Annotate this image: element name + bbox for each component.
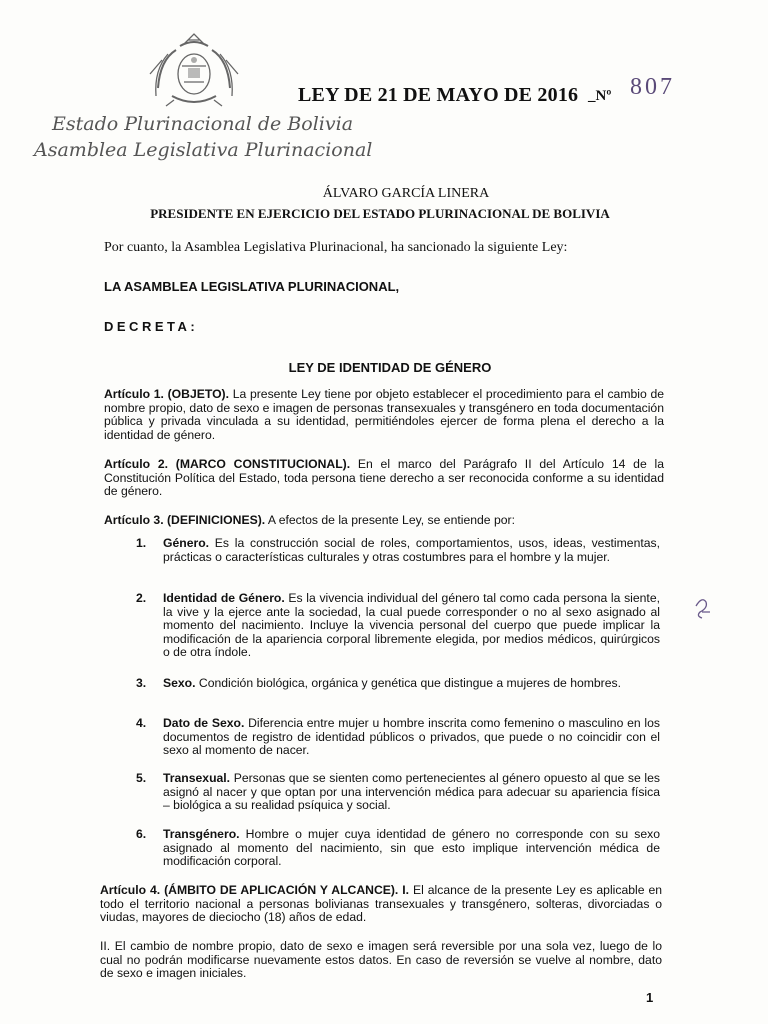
definition-item [136,537,660,564]
decreta-heading: DECRETA: [104,319,199,334]
article-1 [104,388,664,442]
article-4-heading: Artículo 4. (ÁMBITO DE APLICACIÓN Y ALCANCE). I. [100,883,410,897]
article-3 [104,514,664,528]
definition-term: Sexo. [163,676,196,690]
article-4 [100,884,662,925]
definition-text: Es la vivencia individual del género tal como cada persona la siente, la vive y la ejerce ante la sociedad, la cual puede corresponder o no al sexo asignado al momento del nacimiento. Incluye la vivencia personal del cuerpo que puede implicar la modificación de la apariencia corporal libremente elegida, por medios médicos, quirúrgicos o de otra índole. [163,591,660,660]
definition-term: Género. [163,536,210,550]
article-2-heading: Artículo 2. (MARCO CONSTITUCIONAL). [104,457,351,471]
definition-number: 5. [136,771,147,785]
page-number: 1 [646,990,654,1005]
definition-item [136,772,660,813]
institution-asamblea: Asamblea Legislativa Plurinacional [34,139,373,161]
article-4-text: El alcance de la presente Ley es aplicable en todo el territorio nacional a personas bolivianas transexuales y transgénero, solteras, divorciadas o viudas, mayores de dieciocho (18) años de edad. [100,883,663,925]
article-2 [104,458,664,499]
article-1-text: La presente Ley tiene por objeto establecer el procedimiento para el cambio de nombre propio, dato de sexo e imagen de personas transexuales y transgénero en toda documentación pública y privada vinculada a su identidad, permitiéndoles ejercer de forma plena el derecho a la identidad de género. [104,387,664,442]
definition-number: 2. [136,591,147,605]
definition-term: Transgénero. [163,827,240,841]
definition-text: Es la construcción social de roles, comportamientos, usos, ideas, vestimentas, prácticas o características culturales y otras costumbres para el hombre y la mujer. [163,536,660,564]
law-name-heading: LEY DE IDENTIDAD DE GÉNERO [288,360,492,375]
asamblea-heading: LA ASAMBLEA LEGISLATIVA PLURINACIONAL, [104,279,400,294]
article-3-heading: Artículo 3. (DEFINICIONES). [104,513,266,527]
institution-estado: Estado Plurinacional de Bolivia [52,113,354,135]
definition-item [136,717,660,758]
article-4-paragraph-ii: II. El cambio de nombre propio, dato de sexo e imagen será reversible por una sola vez, luego de lo cual no podrán modificarse nuevamente estos datos. En caso de reversión se vuelve al nombre, dato de sexo e imagen iniciales. [100,939,662,981]
definition-term: Dato de Sexo. [163,716,245,730]
definition-item [136,828,660,869]
definition-text: Condición biológica, orgánica y genética que distingue a mujeres de hombres. [195,676,621,690]
law-title: LEY DE 21 DE MAYO DE 2016 [298,84,579,106]
definition-number: 3. [136,676,147,690]
definition-term: Identidad de Género. [163,591,285,605]
article-1-heading: Artículo 1. (OBJETO). [104,387,230,401]
law-number-label: _Nº [588,88,612,104]
definition-item [136,677,660,691]
definition-text: Diferencia entre mujer u hombre inscrita como femenino o masculino en los documentos de registro de identidad públicos o privados, que puede o no coincidir con el sexo al momento de nacer. [163,716,660,758]
definition-item [136,592,660,660]
law-number-stamp: 807 [630,74,675,100]
article-3-text: A efectos de la presente Ley, se entiende por: [265,513,515,527]
handwritten-initial-mark [692,592,714,622]
definition-text: Personas que se sienten como pertenecientes al género opuesto al que se les asignó al nacer y que optan por una intervención médica para adecuar su apariencia física – biológica a su realidad psíquica y social. [163,771,660,813]
por-cuanto-text: Por cuanto, la Asamblea Legislativa Plurinacional, ha sancionado la siguiente Ley: [104,240,568,255]
definition-number: 4. [136,716,147,730]
president-name: ÁLVARO GARCÍA LINERA [322,186,490,201]
definition-number: 6. [136,827,147,841]
president-title: PRESIDENTE EN EJERCICIO DEL ESTADO PLURINACIONAL DE BOLIVIA [150,206,610,221]
definition-text: Hombre o mujer cuya identidad de género no corresponde con su sexo asignado al momento del nacimiento, sin que esto implique intervención médica de modificación corporal. [163,827,660,869]
coat-of-arms-icon [138,30,250,110]
article-2-text: En el marco del Parágrafo II del Artículo 14 de la Constitución Política del Estado, toda persona tiene derecho a ser reconocida conforme a su identidad de género. [104,457,664,499]
definition-number: 1. [136,536,147,550]
definition-term: Transexual. [163,771,231,785]
